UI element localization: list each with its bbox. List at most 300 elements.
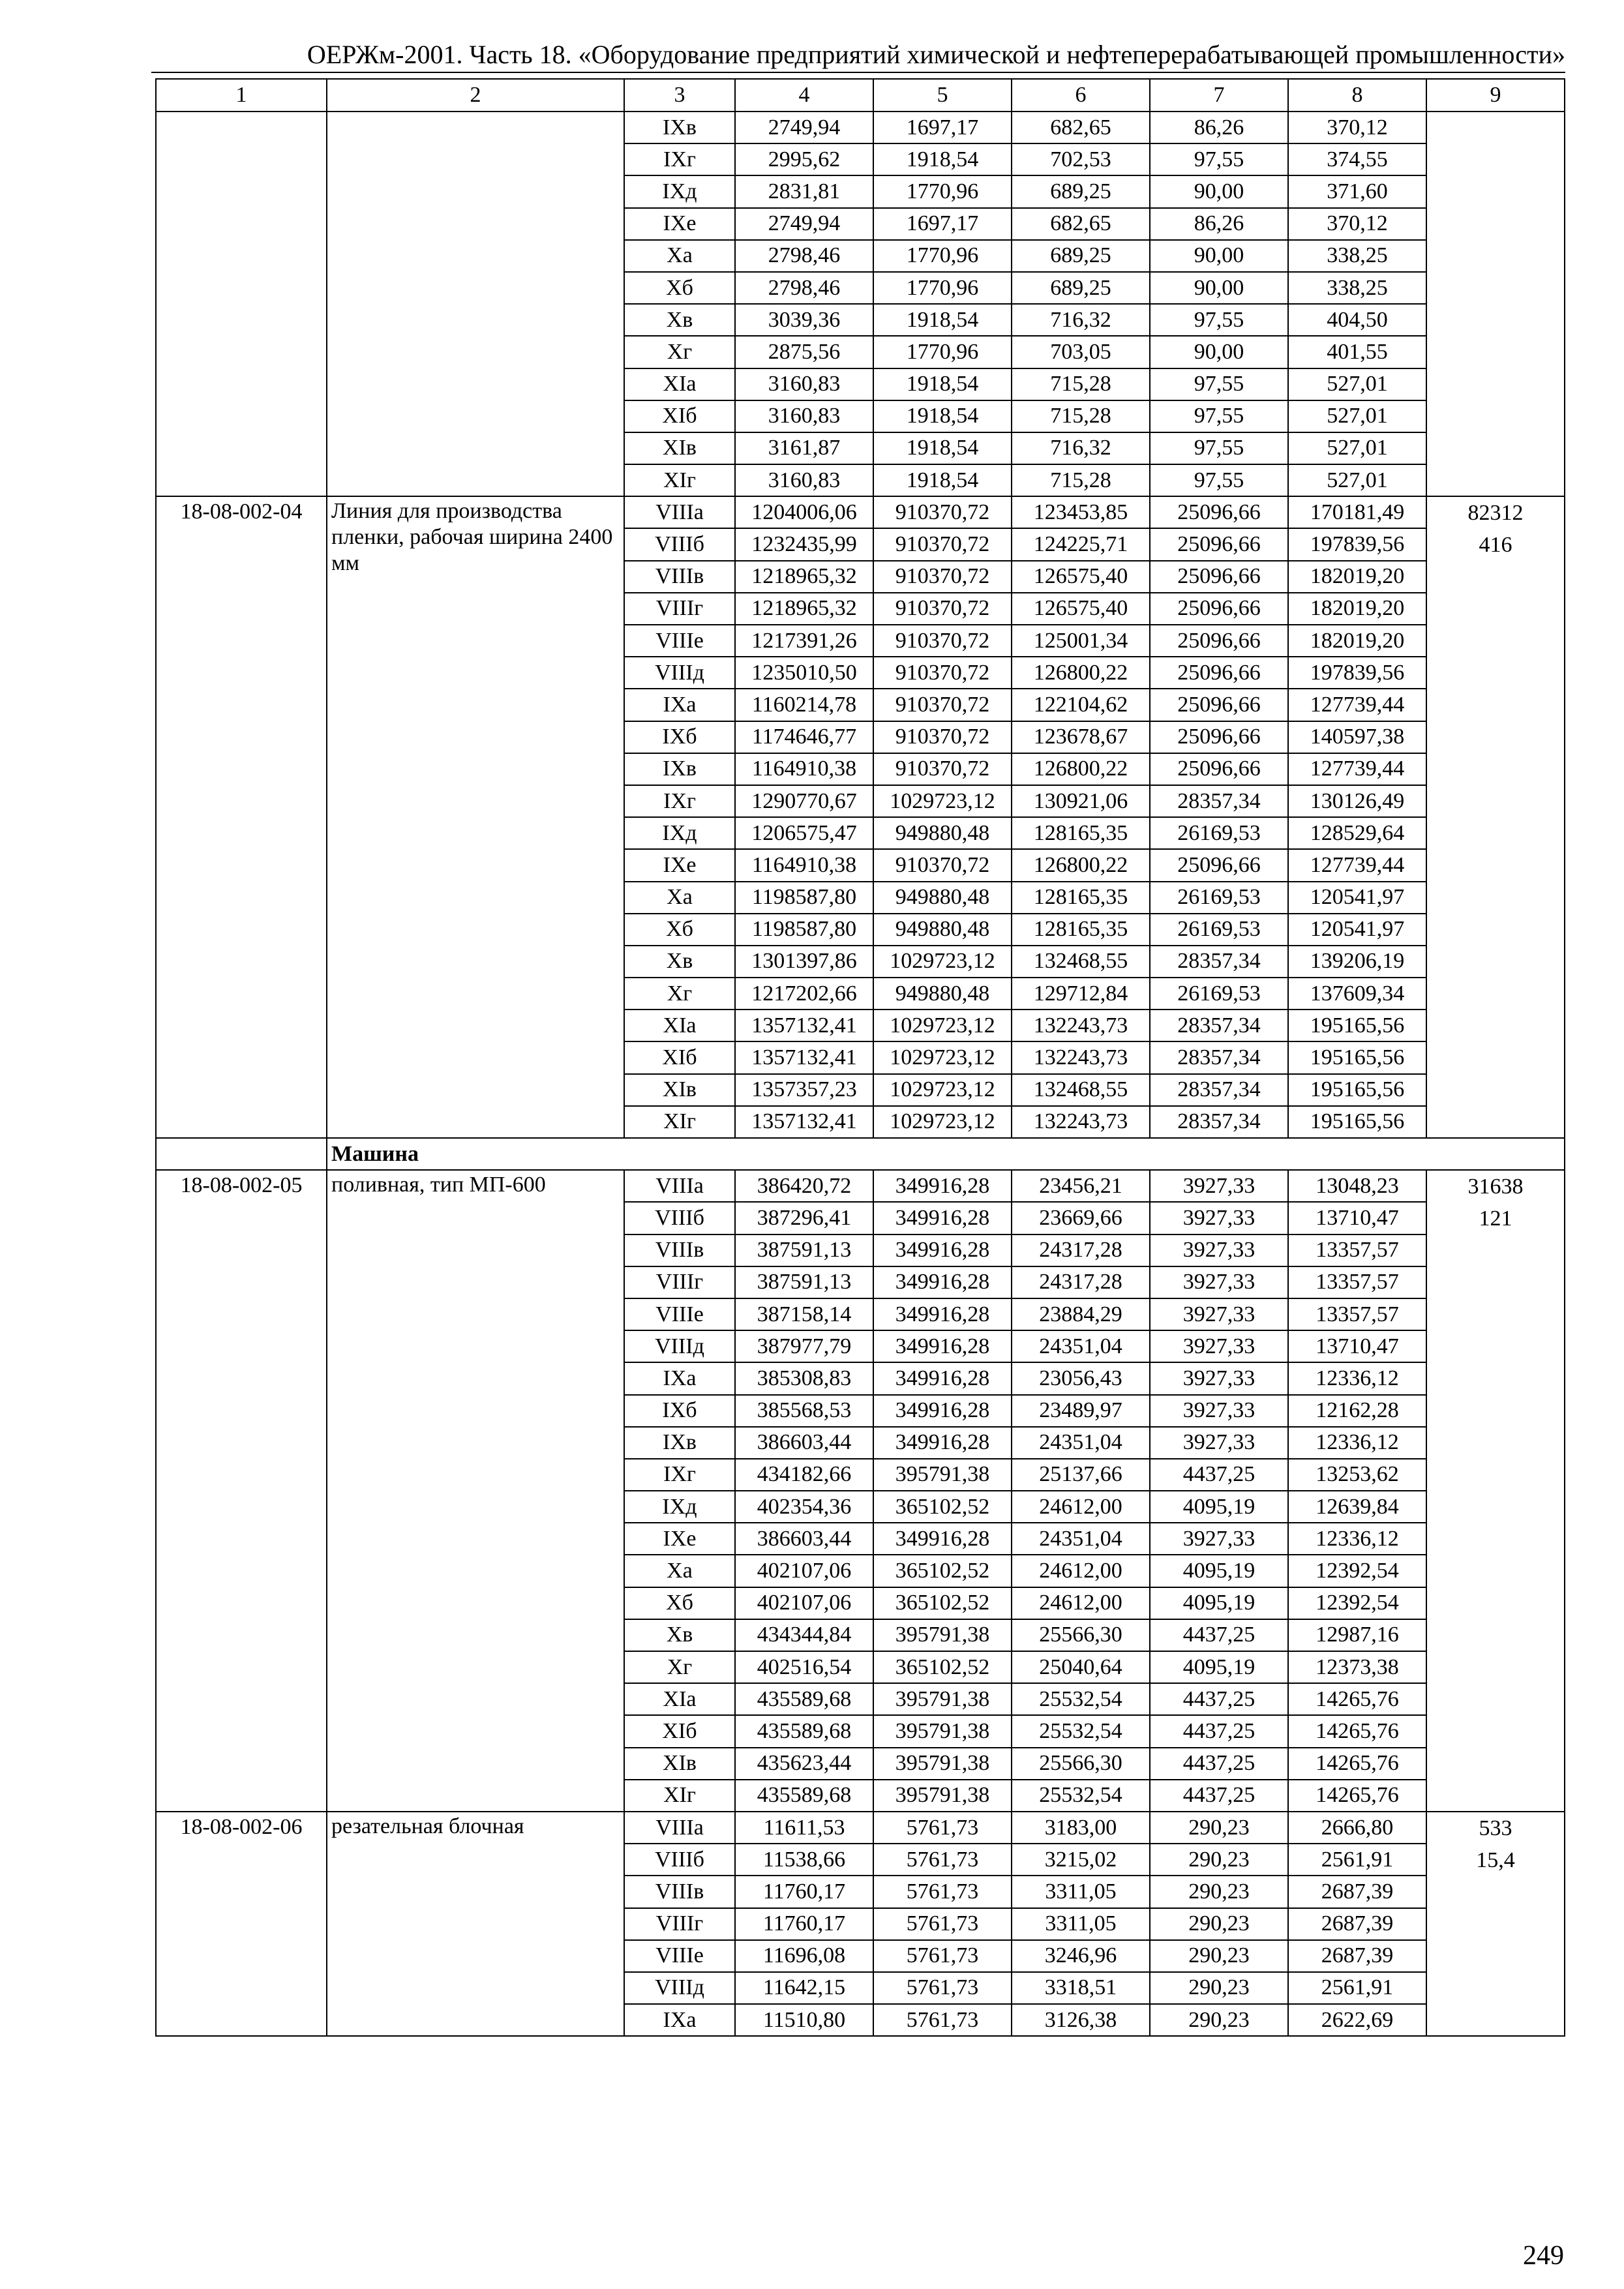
value-cell: 715,28 [1012,368,1150,400]
zone-cell: IXб [624,1395,735,1427]
value-cell: 949880,48 [873,978,1012,1010]
value-cell: 128165,35 [1012,914,1150,946]
value-cell: 435589,68 [735,1715,873,1747]
value-cell: 4437,25 [1150,1459,1288,1491]
value-cell: 130126,49 [1288,785,1426,817]
value-cell: 25040,64 [1012,1651,1150,1683]
value-cell: 197839,56 [1288,657,1426,689]
zone-cell: Xв [624,304,735,336]
value-cell: 25096,66 [1150,721,1288,753]
zone-cell: IXг [624,1459,735,1491]
value-cell: 387591,13 [735,1266,873,1298]
value-cell: 689,25 [1012,272,1150,304]
value-cell: 14265,76 [1288,1683,1426,1715]
extra-cell [1426,112,1565,496]
equipment-name: резательная блочная [327,1812,624,2036]
section-title: Машина [327,1138,1565,1170]
value-cell: 12336,12 [1288,1523,1426,1555]
value-cell: 5761,73 [873,1876,1012,1908]
value-cell: 28357,34 [1150,1074,1288,1106]
value-cell: 3215,02 [1012,1844,1150,1876]
value-cell: 910370,72 [873,625,1012,657]
zone-cell: XIб [624,400,735,432]
zone-cell: Xа [624,240,735,272]
section-code-cell [156,1138,327,1170]
value-cell: 290,23 [1150,1972,1288,2004]
value-cell: 86,26 [1150,208,1288,240]
equipment-name: Линия для производства пленки, рабочая ширина 2400 мм [327,496,624,1138]
value-cell: 3160,83 [735,400,873,432]
value-cell: 13710,47 [1288,1202,1426,1234]
zone-cell: VIIIе [624,1940,735,1972]
extra-cell [1426,1812,1565,2036]
value-cell: 527,01 [1288,432,1426,464]
value-cell: 97,55 [1150,400,1288,432]
value-cell: 90,00 [1150,240,1288,272]
page-number: 249 [1523,2241,1564,2271]
value-cell: 3927,33 [1150,1523,1288,1555]
value-cell: 25096,66 [1150,849,1288,881]
value-cell: 128165,35 [1012,817,1150,849]
zone-cell: XIб [624,1041,735,1073]
value-cell: 139206,19 [1288,946,1426,978]
equipment-name: поливная, тип МП-600 [327,1170,624,1812]
value-cell: 11760,17 [735,1908,873,1940]
value-cell: 25096,66 [1150,561,1288,593]
value-cell: 527,01 [1288,368,1426,400]
value-cell: 5761,73 [873,1940,1012,1972]
value-cell: 3927,33 [1150,1298,1288,1330]
value-cell: 395791,38 [873,1715,1012,1747]
value-cell: 132468,55 [1012,946,1150,978]
zone-cell: XIг [624,1106,735,1138]
value-cell: 86,26 [1150,112,1288,143]
value-cell: 12162,28 [1288,1395,1426,1427]
zone-cell: IXа [624,689,735,721]
value-cell: 349916,28 [873,1234,1012,1266]
value-cell: 395791,38 [873,1748,1012,1780]
value-cell: 1217202,66 [735,978,873,1010]
value-cell: 370,12 [1288,208,1426,240]
value-cell: 349916,28 [873,1266,1012,1298]
value-cell: 23489,97 [1012,1395,1150,1427]
value-cell: 2666,80 [1288,1812,1426,1844]
value-cell: 197839,56 [1288,528,1426,560]
value-cell: 26169,53 [1150,882,1288,914]
value-cell: 290,23 [1150,1844,1288,1876]
equipment-name [327,112,624,496]
zone-cell: VIIIе [624,1298,735,1330]
value-cell: 126575,40 [1012,593,1150,625]
zone-cell: VIIIе [624,625,735,657]
value-cell: 3246,96 [1012,1940,1150,1972]
value-cell: 120541,97 [1288,882,1426,914]
value-cell: 4095,19 [1150,1491,1288,1523]
value-cell: 682,65 [1012,112,1150,143]
value-cell: 435589,68 [735,1683,873,1715]
zone-cell: IXд [624,1491,735,1523]
value-cell: 90,00 [1150,272,1288,304]
value-cell: 25137,66 [1012,1459,1150,1491]
value-cell: 1029723,12 [873,1074,1012,1106]
value-cell: 365102,52 [873,1587,1012,1619]
zone-cell: VIIIг [624,593,735,625]
value-cell: 1160214,78 [735,689,873,721]
value-cell: 127739,44 [1288,689,1426,721]
zone-cell: VIIIв [624,1876,735,1908]
value-cell: 13048,23 [1288,1170,1426,1202]
extra-cell [1426,496,1565,1138]
zone-cell: Xб [624,1587,735,1619]
column-number: 9 [1426,79,1565,112]
value-cell: 28357,34 [1150,946,1288,978]
zone-cell: IXе [624,208,735,240]
value-cell: 910370,72 [873,593,1012,625]
zone-cell: XIа [624,368,735,400]
value-cell: 12639,84 [1288,1491,1426,1523]
value-cell: 910370,72 [873,496,1012,528]
zone-cell: VIIIа [624,1170,735,1202]
value-cell: 12336,12 [1288,1427,1426,1459]
extra-value: 82312 [1467,501,1524,526]
value-cell: 434182,66 [735,1459,873,1491]
value-cell: 130921,06 [1012,785,1150,817]
zone-cell: VIIIг [624,1908,735,1940]
value-cell: 402107,06 [735,1555,873,1587]
zone-cell: XIв [624,1748,735,1780]
zone-cell: Xг [624,336,735,368]
value-cell: 3927,33 [1150,1395,1288,1427]
value-cell: 1357357,23 [735,1074,873,1106]
value-cell: 11642,15 [735,1972,873,2004]
value-cell: 1198587,80 [735,882,873,914]
zone-cell: VIIIд [624,1972,735,2004]
value-cell: 14265,76 [1288,1715,1426,1747]
value-cell: 24351,04 [1012,1330,1150,1362]
table-row [156,112,1565,143]
value-cell: 28357,34 [1150,1041,1288,1073]
value-cell: 370,12 [1288,112,1426,143]
value-cell: 387158,14 [735,1298,873,1330]
value-cell: 97,55 [1150,304,1288,336]
value-cell: 12392,54 [1288,1587,1426,1619]
value-cell: 5761,73 [873,1908,1012,1940]
value-cell: 182019,20 [1288,625,1426,657]
value-cell: 703,05 [1012,336,1150,368]
value-cell: 1174646,77 [735,721,873,753]
value-cell: 195165,56 [1288,1106,1426,1138]
value-cell: 123678,67 [1012,721,1150,753]
value-cell: 3927,33 [1150,1202,1288,1234]
value-cell: 1290770,67 [735,785,873,817]
value-cell: 2561,91 [1288,1972,1426,2004]
extra-value: 416 [1479,533,1512,558]
zone-cell: Xб [624,914,735,946]
value-cell: 25566,30 [1012,1748,1150,1780]
extra-value: 15,4 [1476,1848,1515,1873]
value-cell: 349916,28 [873,1298,1012,1330]
value-cell: 97,55 [1150,368,1288,400]
zone-cell: XIв [624,432,735,464]
value-cell: 24351,04 [1012,1427,1150,1459]
value-cell: 97,55 [1150,464,1288,496]
value-cell: 5761,73 [873,1972,1012,2004]
value-cell: 25096,66 [1150,528,1288,560]
zone-cell: XIа [624,1010,735,1041]
extra-value: 533 [1479,1816,1512,1840]
value-cell: 527,01 [1288,400,1426,432]
value-cell: 182019,20 [1288,561,1426,593]
zone-cell: VIIIв [624,1234,735,1266]
value-cell: 26169,53 [1150,978,1288,1010]
value-cell: 13357,57 [1288,1234,1426,1266]
value-cell: 12987,16 [1288,1619,1426,1651]
value-cell: 910370,72 [873,689,1012,721]
value-cell: 402107,06 [735,1587,873,1619]
value-cell: 3183,00 [1012,1812,1150,1844]
value-cell: 371,60 [1288,175,1426,207]
extra-value: 121 [1479,1206,1512,1231]
value-cell: 2687,39 [1288,1876,1426,1908]
value-cell: 24612,00 [1012,1555,1150,1587]
value-cell: 2687,39 [1288,1940,1426,1972]
zone-cell: IXг [624,143,735,175]
value-cell: 122104,62 [1012,689,1150,721]
value-cell: 25532,54 [1012,1715,1150,1747]
value-cell: 2831,81 [735,175,873,207]
value-cell: 3160,83 [735,464,873,496]
value-cell: 910370,72 [873,528,1012,560]
value-cell: 28357,34 [1150,785,1288,817]
value-cell: 1029723,12 [873,1041,1012,1073]
value-cell: 140597,38 [1288,721,1426,753]
value-cell: 349916,28 [873,1523,1012,1555]
value-cell: 716,32 [1012,432,1150,464]
page-header: ОЕРЖм-2001. Часть 18. «Оборудование предприятий химической и нефтеперерабатывающей промышленности» [151,38,1565,73]
value-cell: 123453,85 [1012,496,1150,528]
value-cell: 3311,05 [1012,1876,1150,1908]
value-cell: 90,00 [1150,175,1288,207]
value-cell: 3927,33 [1150,1234,1288,1266]
value-cell: 195165,56 [1288,1074,1426,1106]
value-cell: 1232435,99 [735,528,873,560]
value-cell: 1697,17 [873,208,1012,240]
value-cell: 395791,38 [873,1459,1012,1491]
zone-cell: Xа [624,1555,735,1587]
value-cell: 1918,54 [873,464,1012,496]
value-cell: 338,25 [1288,272,1426,304]
zone-cell: Xа [624,882,735,914]
value-cell: 13253,62 [1288,1459,1426,1491]
value-cell: 2798,46 [735,240,873,272]
value-cell: 689,25 [1012,240,1150,272]
value-cell: 25096,66 [1150,625,1288,657]
value-cell: 4095,19 [1150,1587,1288,1619]
value-cell: 434344,84 [735,1619,873,1651]
value-cell: 11696,08 [735,1940,873,1972]
value-cell: 3318,51 [1012,1972,1150,2004]
zone-cell: XIв [624,1074,735,1106]
value-cell: 1235010,50 [735,657,873,689]
value-cell: 349916,28 [873,1170,1012,1202]
value-cell: 28357,34 [1150,1106,1288,1138]
value-cell: 349916,28 [873,1330,1012,1362]
value-cell: 2798,46 [735,272,873,304]
value-cell: 949880,48 [873,914,1012,946]
zone-cell: VIIIг [624,1266,735,1298]
value-cell: 387591,13 [735,1234,873,1266]
value-cell: 404,50 [1288,304,1426,336]
value-cell: 1770,96 [873,272,1012,304]
value-cell: 435623,44 [735,1748,873,1780]
value-cell: 182019,20 [1288,593,1426,625]
zone-cell: IXг [624,785,735,817]
value-cell: 3927,33 [1150,1362,1288,1394]
value-cell: 3161,87 [735,432,873,464]
value-cell: 12336,12 [1288,1362,1426,1394]
value-cell: 11510,80 [735,2004,873,2036]
value-cell: 170181,49 [1288,496,1426,528]
column-number: 2 [327,79,624,112]
value-cell: 349916,28 [873,1395,1012,1427]
value-cell: 5761,73 [873,1812,1012,1844]
value-cell: 3039,36 [735,304,873,336]
value-cell: 2622,69 [1288,2004,1426,2036]
value-cell: 23884,29 [1012,1298,1150,1330]
value-cell: 386420,72 [735,1170,873,1202]
value-cell: 349916,28 [873,1202,1012,1234]
zone-cell: IXб [624,721,735,753]
value-cell: 385308,83 [735,1362,873,1394]
value-cell: 132243,73 [1012,1106,1150,1138]
value-cell: 1770,96 [873,336,1012,368]
zone-cell: IXв [624,753,735,785]
value-cell: 126800,22 [1012,753,1150,785]
value-cell: 3311,05 [1012,1908,1150,1940]
value-cell: 4437,25 [1150,1619,1288,1651]
value-cell: 5761,73 [873,2004,1012,2036]
value-cell: 1770,96 [873,175,1012,207]
value-cell: 1218965,32 [735,561,873,593]
value-cell: 716,32 [1012,304,1150,336]
value-cell: 910370,72 [873,753,1012,785]
value-cell: 12373,38 [1288,1651,1426,1683]
value-cell: 195165,56 [1288,1041,1426,1073]
value-cell: 195165,56 [1288,1010,1426,1041]
value-cell: 4095,19 [1150,1651,1288,1683]
value-cell: 127739,44 [1288,849,1426,881]
value-cell: 365102,52 [873,1555,1012,1587]
section-row [156,1138,1565,1170]
value-cell: 12392,54 [1288,1555,1426,1587]
column-number: 1 [156,79,327,112]
column-number: 4 [735,79,873,112]
value-cell: 2749,94 [735,112,873,143]
value-cell: 1301397,86 [735,946,873,978]
value-cell: 1029723,12 [873,1010,1012,1041]
zone-cell: XIа [624,1683,735,1715]
value-cell: 910370,72 [873,721,1012,753]
value-cell: 338,25 [1288,240,1426,272]
table-row [156,1170,1565,1202]
value-cell: 4095,19 [1150,1555,1288,1587]
value-cell: 1770,96 [873,240,1012,272]
value-cell: 24317,28 [1012,1266,1150,1298]
value-cell: 290,23 [1150,1812,1288,1844]
zone-cell: Xв [624,1619,735,1651]
value-cell: 23056,43 [1012,1362,1150,1394]
zone-cell: IXа [624,2004,735,2036]
value-cell: 1218965,32 [735,593,873,625]
value-cell: 395791,38 [873,1619,1012,1651]
value-cell: 25096,66 [1150,593,1288,625]
value-cell: 385568,53 [735,1395,873,1427]
zone-cell: VIIIа [624,1812,735,1844]
value-cell: 25096,66 [1150,689,1288,721]
extra-value: 31638 [1467,1174,1524,1199]
value-cell: 910370,72 [873,657,1012,689]
value-cell: 715,28 [1012,400,1150,432]
value-cell: 1206575,47 [735,817,873,849]
value-cell: 949880,48 [873,817,1012,849]
value-cell: 25566,30 [1012,1619,1150,1651]
value-cell: 1918,54 [873,432,1012,464]
value-cell: 13357,57 [1288,1266,1426,1298]
value-cell: 26169,53 [1150,817,1288,849]
value-cell: 401,55 [1288,336,1426,368]
value-cell: 28357,34 [1150,1010,1288,1041]
value-cell: 2995,62 [735,143,873,175]
value-cell: 702,53 [1012,143,1150,175]
zone-cell: XIб [624,1715,735,1747]
value-cell: 1029723,12 [873,1106,1012,1138]
value-cell: 4437,25 [1150,1748,1288,1780]
value-cell: 13710,47 [1288,1330,1426,1362]
value-cell: 25096,66 [1150,496,1288,528]
value-cell: 11760,17 [735,1876,873,1908]
value-cell: 1198587,80 [735,914,873,946]
zone-cell: VIIIд [624,657,735,689]
column-number: 6 [1012,79,1150,112]
value-cell: 1697,17 [873,112,1012,143]
value-cell: 90,00 [1150,336,1288,368]
value-cell: 386603,44 [735,1427,873,1459]
value-cell: 2561,91 [1288,1844,1426,1876]
value-cell: 386603,44 [735,1523,873,1555]
value-cell: 13357,57 [1288,1298,1426,1330]
value-cell: 1357132,41 [735,1106,873,1138]
value-cell: 4437,25 [1150,1715,1288,1747]
zone-cell: Xг [624,978,735,1010]
zone-cell: IXв [624,1427,735,1459]
zone-cell: IXд [624,175,735,207]
value-cell: 127739,44 [1288,753,1426,785]
value-cell: 14265,76 [1288,1780,1426,1812]
zone-cell: XIг [624,464,735,496]
value-cell: 24612,00 [1012,1587,1150,1619]
value-cell: 527,01 [1288,464,1426,496]
value-cell: 4437,25 [1150,1683,1288,1715]
value-cell: 1357132,41 [735,1010,873,1041]
value-cell: 1029723,12 [873,785,1012,817]
value-cell: 11538,66 [735,1844,873,1876]
rate-code: 18-08-002-05 [156,1170,327,1812]
value-cell: 402354,36 [735,1491,873,1523]
value-cell: 132243,73 [1012,1010,1150,1041]
rates-table [155,78,1565,2037]
value-cell: 11611,53 [735,1812,873,1844]
value-cell: 24317,28 [1012,1234,1150,1266]
